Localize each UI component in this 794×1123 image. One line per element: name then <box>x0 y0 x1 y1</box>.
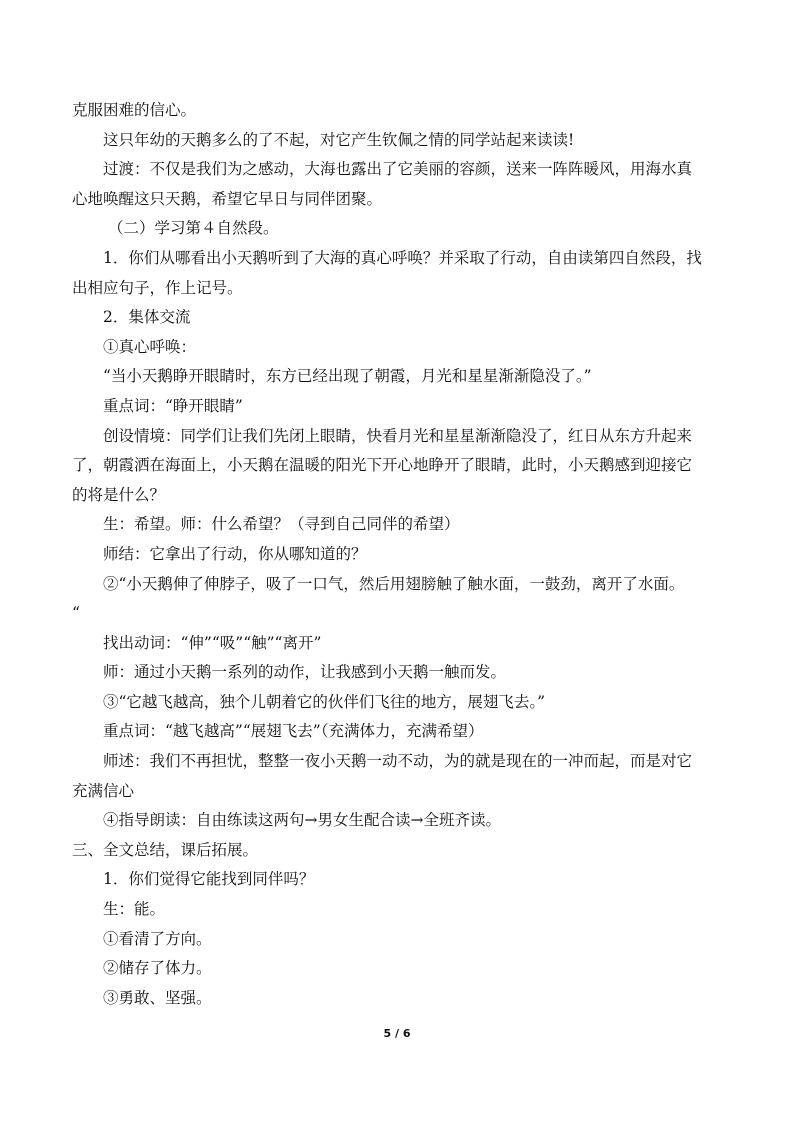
section-heading: 三、全文总结，课后拓展。 <box>72 840 259 859</box>
page-number: 5 / 6 <box>383 1027 411 1040</box>
text-line: 过渡：不仅是我们为之感动，大海也露出了它美丽的容颜，送来一阵阵暖风，用海水真 <box>103 160 693 179</box>
text-line: 生：希望。师：什么希望？（寻到自己同伴的希望） <box>103 515 460 534</box>
quote-line: ③“它越飞越高，独个儿朝着它的伙伴们飞往的地方，展翅飞去。” <box>103 692 546 711</box>
list-item: ③勇敢、坚强。 <box>103 988 212 1007</box>
document-body <box>72 100 726 1017</box>
quote-line: ②“小天鹅伸了伸脖子，吸了一口气，然后用翅膀触了触水面，一鼓劲，离开了水面。 <box>103 574 685 593</box>
text-line: 1．你们觉得它能找到同伴吗？ <box>103 870 315 889</box>
text-line: 1．你们从哪看出小天鹅听到了大海的真心呼唤？并采取了行动，自由读第四自然段，找 <box>103 248 702 267</box>
text-line: 充满信心 <box>72 781 135 800</box>
text-line: 重点词：“睁开眼睛” <box>103 396 243 415</box>
text-line: “ <box>72 604 80 623</box>
text-line: 这只年幼的天鹅多么的了不起，对它产生钦佩之情的同学站起来读读! <box>103 130 575 149</box>
text-line: 心地唤醒这只天鹅，希望它早日与同伴团聚。 <box>72 189 383 208</box>
text-line: 师：通过小天鹅一系列的动作，让我感到小天鹅一触而发。 <box>103 663 507 682</box>
list-item: ②储存了体力。 <box>103 959 212 978</box>
text-line: ①真心呼唤： <box>103 337 197 356</box>
text-line: 师述：我们不再担忧，整整一夜小天鹅一动不动，为的就是现在的一冲而起，而是对它 <box>103 752 693 771</box>
text-line: 找出动词：“伸”“吸”“触”“离开” <box>103 633 322 652</box>
text-line: 出相应句子，作上记号。 <box>72 278 243 297</box>
text-line: 了，朝霞洒在海面上，小天鹅在温暖的阳光下开心地睁开了眼睛，此时，小天鹅感到迎接它 <box>72 456 693 475</box>
text-line: 师结：它拿出了行动，你从哪知道的？ <box>103 544 367 563</box>
text-line: 生：能。 <box>103 900 166 919</box>
quote-line: “当小天鹅睁开眼睛时，东方已经出现了朝霞，月光和星星渐渐隐没了。” <box>103 367 592 386</box>
text-line: ④指导朗读：自由练读这两句→男女生配合读→全班齐读。 <box>103 811 501 830</box>
text-line: 创设情境：同学们让我们先闭上眼睛，快看月光和星星渐渐隐没了，红日从东方升起来 <box>103 426 693 445</box>
list-item: ①看清了方向。 <box>103 929 212 948</box>
text-line: 2．集体交流 <box>103 308 191 327</box>
section-heading: （二）学习第４自然段。 <box>108 219 279 238</box>
text-line: 重点词：“越飞越高”“展翅飞去”（充满体力，充满希望） <box>103 722 484 741</box>
text-line: 克服困难的信心。 <box>72 101 197 119</box>
text-line: 的将是什么？ <box>72 485 166 504</box>
